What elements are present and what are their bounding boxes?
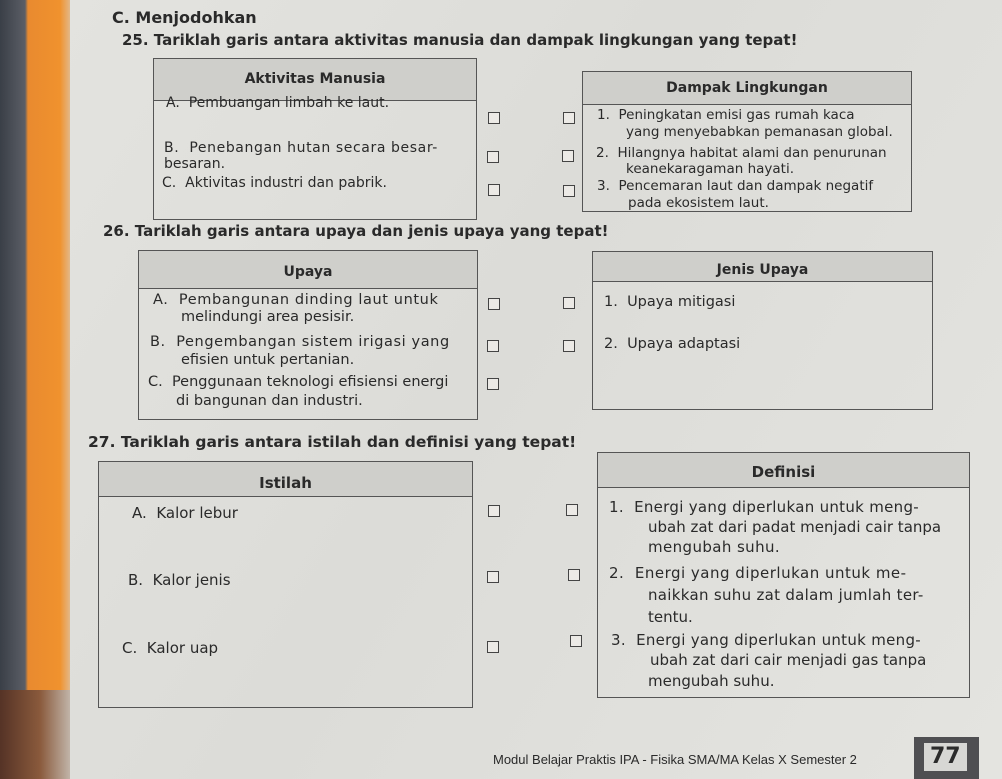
q27-left-box-c[interactable] — [487, 641, 499, 653]
q26-left-box-c[interactable] — [487, 378, 499, 390]
q26-efforts-header: Upaya — [139, 251, 477, 289]
q27-definition-3-cont2: mengubah suhu. — [648, 672, 775, 690]
question-25-prompt: 25. Tariklah garis antara aktivitas manusia dan dampak lingkungan yang tepat! — [122, 31, 798, 49]
q25-activity-b-cont: besaran. — [164, 156, 226, 172]
q25-impact-3: 3. Pencemaran laut dan dampak negatif — [597, 178, 874, 194]
q26-effort-c-cont: di bangunan dan industri. — [176, 393, 363, 409]
q26-effort-c: C. Penggunaan teknologi efisiensi energi — [148, 374, 449, 390]
q25-activities-header: Aktivitas Manusia — [154, 59, 476, 101]
q27-definition-3-cont1: ubah zat dari cair menjadi gas tanpa — [650, 651, 927, 669]
question-26-prompt: 26. Tariklah garis antara upaya dan jenis upaya yang tepat! — [103, 222, 609, 240]
section-title: C. Menjodohkan — [112, 8, 257, 27]
q25-activity-b: B. Penebangan hutan secara besar- — [164, 140, 438, 156]
q27-left-box-b[interactable] — [487, 571, 499, 583]
q27-term-c: C. Kalor uap — [122, 639, 219, 657]
q25-activity-c: C. Aktivitas industri dan pabrik. — [162, 175, 387, 191]
q25-impact-2: 2. Hilangnya habitat alami dan penurunan — [596, 145, 887, 161]
q25-impacts-header: Dampak Lingkungan — [583, 72, 911, 105]
q26-effort-a: A. Pembangunan dinding laut untuk — [153, 292, 439, 308]
q26-type-2: 2. Upaya adaptasi — [604, 336, 741, 352]
q25-activity-a: A. Pembuangan limbah ke laut. — [166, 95, 390, 111]
footer-book-title: Modul Belajar Praktis IPA - Fisika SMA/MA Kelas X Semester 2 — [493, 752, 857, 767]
q26-right-box-1[interactable] — [563, 297, 575, 309]
q25-left-box-c[interactable] — [488, 184, 500, 196]
q26-types-table — [592, 251, 933, 410]
q27-definition-1: 1. Energi yang diperlukan untuk meng- — [609, 498, 920, 516]
q26-effort-b: B. Pengembangan sistem irigasi yang — [150, 334, 450, 350]
q27-left-box-a[interactable] — [488, 505, 500, 517]
q26-types-header: Jenis Upaya — [593, 252, 932, 282]
q27-term-b: B. Kalor jenis — [128, 571, 231, 589]
q27-right-box-3[interactable] — [570, 635, 582, 647]
q25-impact-1: 1. Peningkatan emisi gas rumah kaca — [597, 107, 855, 123]
q26-effort-b-cont: efisien untuk pertanian. — [181, 352, 355, 368]
q25-left-box-a[interactable] — [488, 112, 500, 124]
q27-definition-1-cont2: mengubah suhu. — [648, 538, 781, 556]
q27-definition-2-cont1: naikkan suhu zat dalam jumlah ter- — [648, 586, 924, 604]
q25-impact-1-cont: yang menyebabkan pemanasan global. — [626, 124, 893, 140]
q27-definition-3: 3. Energi yang diperlukan untuk meng- — [611, 631, 922, 649]
q26-right-box-2[interactable] — [563, 340, 575, 352]
q26-left-box-a[interactable] — [488, 298, 500, 310]
question-27-prompt: 27. Tariklah garis antara istilah dan definisi yang tepat! — [88, 433, 577, 451]
q27-definition-2: 2. Energi yang diperlukan untuk me- — [609, 564, 907, 582]
q27-definition-1-cont1: ubah zat dari padat menjadi cair tanpa — [648, 518, 942, 536]
q27-right-box-1[interactable] — [566, 504, 578, 516]
q27-definitions-header: Definisi — [598, 453, 969, 488]
page-number: 77 — [924, 743, 967, 771]
q26-left-box-b[interactable] — [487, 340, 499, 352]
q27-definition-2-cont2: tentu. — [648, 608, 693, 626]
q25-left-box-b[interactable] — [487, 151, 499, 163]
q27-term-a: A. Kalor lebur — [132, 504, 238, 522]
book-edge — [0, 0, 78, 779]
q27-terms-header: Istilah — [99, 462, 472, 497]
q25-right-box-2[interactable] — [562, 150, 574, 162]
q25-right-box-1[interactable] — [563, 112, 575, 124]
q26-effort-a-cont: melindungi area pesisir. — [181, 309, 355, 325]
q25-activities-table — [153, 58, 477, 220]
q25-impact-2-cont: keanekaragaman hayati. — [626, 161, 794, 177]
q25-impact-3-cont: pada ekosistem laut. — [628, 195, 769, 211]
q27-right-box-2[interactable] — [568, 569, 580, 581]
q26-type-1: 1. Upaya mitigasi — [604, 294, 736, 310]
q25-right-box-3[interactable] — [563, 185, 575, 197]
